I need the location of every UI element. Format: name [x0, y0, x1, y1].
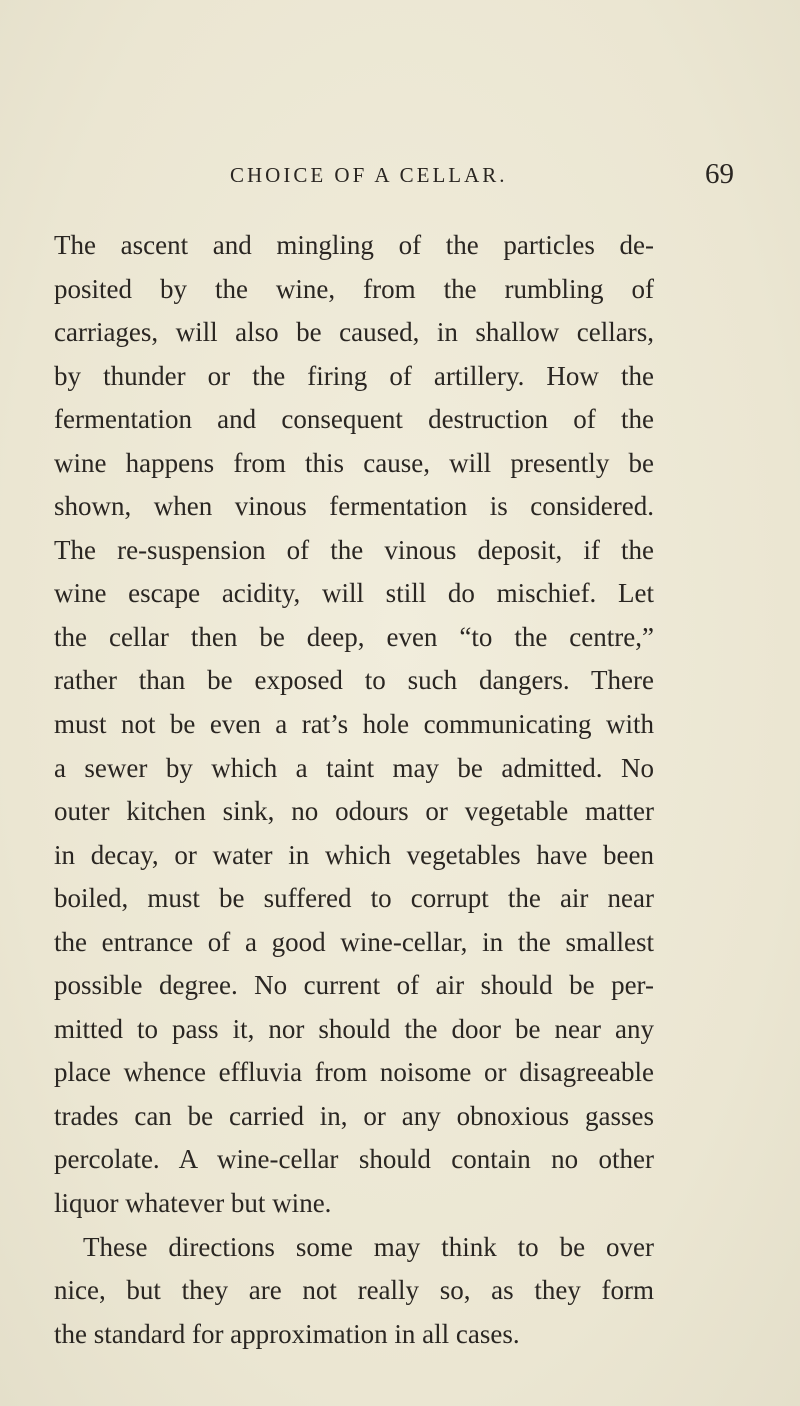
text-line: The ascent and mingling of the particles de- [54, 230, 654, 260]
text-line: These directions some may think to be over [83, 1231, 654, 1262]
text-line: by thunder or the firing of artillery. How the [54, 360, 654, 391]
text-line: place whence effluvia from noisome or disagreeable [54, 1057, 654, 1088]
text-line: the standard for approximation in all cases. [54, 1318, 520, 1349]
text-line: nice, but they are not really so, as they form [54, 1275, 654, 1306]
text-line: the entrance of a good wine-cellar, in the smallest [54, 926, 654, 957]
text-line: wine escape acidity, will still do mischief. Let [54, 578, 654, 609]
text-line: must not be even a rat’s hole communicating with [54, 709, 654, 740]
page-number: 69 [705, 158, 734, 190]
page-header [0, 158, 800, 193]
text-line: possible degree. No current of air should be per- [54, 970, 654, 1001]
text-line: fermentation and consequent destruction of the [54, 404, 654, 435]
running-head: CHOICE OF A CELLAR. [230, 163, 508, 187]
text-line: outer kitchen sink, no odours or vegetable matter [54, 796, 654, 827]
text-line: shown, when vinous fermentation is considered. [54, 491, 654, 522]
text-line: trades can be carried in, or any obnoxious gasses [54, 1100, 654, 1131]
text-line: liquor whatever but wine. [54, 1188, 332, 1219]
text-line: wine happens from this cause, will presently be [54, 447, 654, 478]
text-line: in decay, or water in which vegetables have been [54, 839, 654, 870]
body-text [54, 224, 654, 1356]
text-line: the cellar then be deep, even “to the centre,” [54, 621, 654, 652]
text-line: percolate. A wine-cellar should contain no other [54, 1144, 654, 1175]
text-line: a sewer by which a taint may be admitted. No [54, 752, 654, 783]
text-line: The re-suspension of the vinous deposit, if the [54, 534, 654, 565]
text-line: rather than be exposed to such dangers. There [54, 665, 654, 696]
text-line: posited by the wine, from the rumbling of [54, 273, 654, 304]
text-line: carriages, will also be caused, in shallow cellars, [54, 317, 654, 348]
text-line: boiled, must be suffered to corrupt the air near [54, 883, 654, 914]
text-line: mitted to pass it, nor should the door be near any [54, 1013, 654, 1044]
